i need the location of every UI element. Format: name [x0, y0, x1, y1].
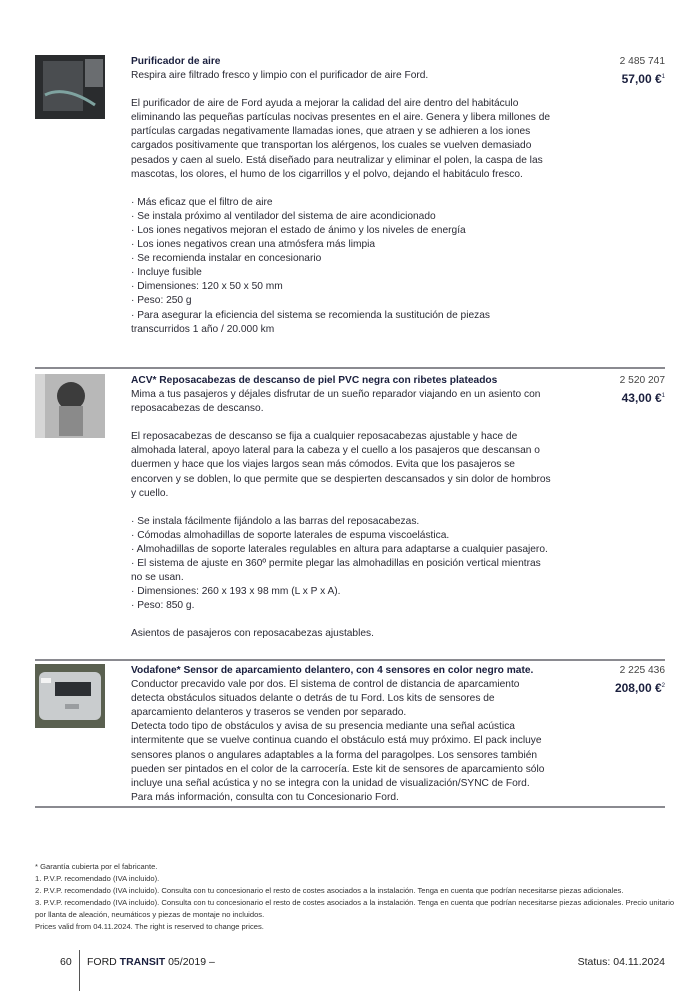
bullet-item: · Peso: 850 g. — [131, 600, 195, 612]
paragraph: El reposacabezas de descanso se fija a cualquier reposacabezas ajustable y hace de almohada lateral, apoyo lateral para la cabeza y el cuello a los pasajeros que descansan o duermen y hace que los viajes largos sean más cómodos. Evita que los pasajeros se encorven y se doblen, lo que permite que se despierten descansados y sin dolor de hombros y cuello. — [131, 431, 551, 499]
product-parking-sensor — [35, 664, 665, 808]
part-number: 2 520 207 — [619, 375, 665, 386]
paragraph-gap — [131, 416, 551, 430]
parking-sensor-image — [35, 664, 105, 728]
product-title: Vodafone* Sensor de aparcamiento delantero, con 4 sensores en color negro mate. — [131, 665, 534, 676]
product-description — [131, 69, 551, 337]
bullet-item: · Se instala próximo al ventilador del sistema de aire acondicionado — [131, 210, 436, 222]
bullet-item: · Dimensiones: 260 x 193 x 98 mm (L x P x A). — [131, 586, 341, 598]
page-number: 60 — [60, 956, 72, 968]
bullet-item: · Más eficaz que el filtro de aire — [131, 196, 273, 208]
bullet-item: · El sistema de ajuste en 360º permite plegar las almohadillas en posición vertical mientras no se usan. — [131, 558, 541, 584]
paragraph: Asientos de pasajeros con reposacabezas ajustables. — [131, 628, 374, 640]
paragraph-gap — [131, 182, 551, 196]
paragraph: Mima a tus pasajeros y déjales disfrutar de un sueño reparador viajando en un asiento con reposacabezas de descanso. — [131, 389, 541, 415]
footnote: 2. P.V.P. recomendado (IVA incluido). Consulta con tu concesionario el resto de costes asociados a la instalación. Tenga en cuenta que podrían necesitarse piezas adicionales. — [35, 886, 624, 895]
price: 57,00 €$^1$ — [621, 72, 665, 86]
paragraph: El purificador de aire de Ford ayuda a mejorar la calidad del aire dentro del habitáculo eliminando las pequeñas partículas nocivas presentes en el aire. Genera y libera millones de partículas cargadas negativamente llamadas iones, que atraen y se adhieren a los iones cargados positivamente que transportan los alérgenos, los cuales se vuelven demasiado pesados y caen al suelo. Está diseñado para neutralizar y eliminar el polen, la caspa de las mascotas, los olores, el humo de los cigarrillos y el polvo, dejando el habitáculo fresco. — [131, 98, 551, 180]
paragraph-gap — [131, 613, 551, 627]
bullet-item: · Peso: 250 g — [131, 295, 192, 307]
headrest-image — [35, 374, 105, 438]
footnote: 3. P.V.P. recomendado (IVA incluido). Consulta con tu concesionario el resto de costes asociados a la instalación. Tenga en cuenta que podrían necesitarse piezas adicionales. Precio unitario por llanta de aleación, neumáticos y piezas de montaje no incluidos. — [35, 898, 675, 919]
product-description — [131, 678, 551, 805]
part-number: 2 485 741 — [619, 56, 665, 67]
paragraph: Conductor precavido vale por dos. El sistema de control de distancia de aparcamiento detecta obstáculos situados delante o detrás de tu Ford. Los kits de sensores de aparcamiento delanteros y traseros se venden por separado. — [131, 679, 520, 719]
product-title: ACV* Reposacabezas de descanso de piel PVC negra con ribetes plateados — [131, 375, 498, 386]
footnote: * Garantía cubierta por el fabricante. — [35, 862, 158, 871]
bullet-item: · Los iones negativos mejoran el estado de ánimo y los niveles de energía — [131, 224, 466, 236]
bullet-item: · Se recomienda instalar en concesionario — [131, 253, 322, 265]
price: 208,00 €$^2$ — [614, 681, 665, 695]
bullet-item: · Almohadillas de soporte laterales regulables en altura para adaptarse a cualquier pasajero. — [131, 543, 548, 555]
bullet-item: · Los iones negativos crean una atmósfera más limpia — [131, 239, 376, 251]
status-date: Status: 04.11.2024 — [577, 956, 665, 968]
paragraph: Detecta todo tipo de obstáculos y avisa de su presencia mediante una señal acústica intermitente que se vuelve continua cuando el obstáculo está muy próximo. El pack incluye sensores planos o angulares adaptables a la forma del paragolpes. Los sensores también pueden ser pintados en el color de la carrocería. Este kit de sensores de aparcamiento sólo incluye una señal acústica y no se integra con la unidad de visualización/SYNC de Ford. Para más información, consulta con tu Concesionario Ford. — [131, 721, 545, 803]
air-purifier-image — [35, 55, 105, 119]
publication-title: FORD TRANSIT 05/2019 – — [87, 956, 215, 968]
product-title: Purificador de aire — [131, 56, 221, 67]
product-headrest — [35, 374, 665, 661]
bullet-item: · Se instala fácilmente fijándolo a las barras del reposacabezas. — [131, 515, 420, 527]
paragraph-gap — [131, 501, 551, 515]
part-number: 2 225 436 — [619, 665, 665, 676]
paragraph: Respira aire filtrado fresco y limpio con el purificador de aire Ford. — [131, 70, 429, 82]
bullet-item: · Cómodas almohadillas de soporte laterales de espuma viscoelástica. — [131, 529, 450, 541]
divider — [79, 950, 80, 991]
price: 43,00 €$^1$ — [621, 391, 665, 405]
bullet-item: · Incluye fusible — [131, 267, 202, 279]
footnote: Prices valid from 04.11.2024. The right is reserved to change prices. — [35, 922, 264, 931]
bullet-item: · Para asegurar la eficiencia del sistema se recomienda la sustitución de piezas transcurridos 1 año / 20.000 km — [131, 309, 491, 335]
footnotes — [35, 861, 675, 933]
paragraph-gap — [131, 83, 551, 97]
footnote: 1. P.V.P. recomendado (IVA incluido). — [35, 874, 160, 883]
product-air-purifier — [35, 55, 665, 369]
bullet-item: · Dimensiones: 120 x 50 x 50 mm — [131, 281, 283, 293]
product-description — [131, 388, 551, 641]
